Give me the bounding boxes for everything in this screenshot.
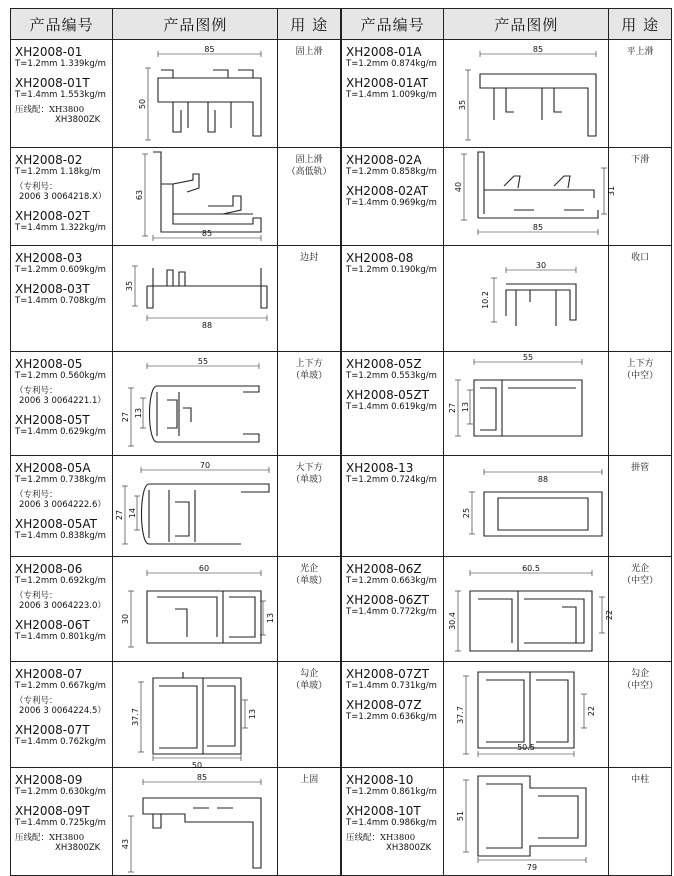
profile-drawing (444, 768, 609, 875)
product-spec: T=1.2mm 0.724kg/m (346, 475, 437, 485)
usage (609, 148, 671, 245)
usage-text: （中空） (622, 371, 659, 381)
profile-drawing (113, 40, 278, 147)
product-info (11, 662, 113, 767)
dimension-label: 60.5 (522, 564, 541, 573)
patent-number: 2006 3 0064223.0） (19, 601, 106, 611)
profile-figure (444, 40, 609, 147)
dimension-label: 55 (523, 353, 534, 362)
product-spec: T=1.4mm 0.762kg/m (15, 737, 106, 747)
product-spec: T=1.2mm 0.874kg/m (346, 59, 437, 69)
patent-number: 2006 3 0064222.6） (19, 500, 106, 510)
profile-figure (444, 148, 617, 245)
dimension-label: 50 (138, 98, 148, 110)
product-code: XH2008-03T (15, 282, 90, 296)
usage-text: 中柱 (631, 775, 650, 785)
table-row (11, 456, 340, 557)
dimension-label: 85 (202, 229, 213, 238)
usage (609, 662, 671, 767)
usage-text: （单玻） (291, 681, 328, 691)
product-code: XH2008-09 (15, 773, 83, 787)
product-spec: T=1.4mm 1.009kg/m (346, 90, 437, 100)
product-code: XH2008-07Z (346, 698, 422, 712)
product-code: XH2008-01AT (346, 76, 428, 90)
table-row (342, 148, 671, 246)
product-info (342, 456, 444, 556)
product-spec: T=1.2mm 0.692kg/m (15, 576, 106, 586)
usage-text: 上下方 (626, 359, 654, 369)
dimension-label: 31 (607, 185, 617, 197)
patent-number: 2006 3 0064221.1） (19, 396, 106, 406)
patent-number: 2006 3 0064224.5） (19, 706, 106, 716)
product-spec: T=1.2mm 0.630kg/m (15, 787, 106, 797)
product-spec: T=1.2mm 0.861kg/m (346, 787, 437, 797)
table-row (11, 246, 340, 352)
dimension-label: 43 (121, 838, 131, 850)
patent-label: （专利号： (15, 591, 58, 601)
dimension-label: 50.5 (517, 743, 536, 752)
bead-note: 压线配：XH3800 (15, 105, 85, 115)
product-spec: T=1.2mm 0.667kg/m (15, 681, 106, 691)
product-info (342, 148, 444, 245)
product-info (11, 768, 113, 875)
usage-text: 拼管 (631, 463, 650, 473)
profile-figure (113, 148, 278, 245)
bead-note-2: XH3800ZK (55, 115, 101, 125)
product-spec: T=1.4mm 0.731kg/m (346, 681, 437, 691)
profile-drawing (113, 148, 278, 245)
dimension-label: 13 (134, 407, 144, 419)
product-info (11, 246, 113, 351)
usage (278, 148, 340, 245)
dimension-label: 30.4 (448, 612, 458, 630)
usage (609, 40, 671, 147)
profile-drawing (444, 148, 617, 245)
bead-note-2: XH3800ZK (55, 843, 101, 853)
product-info (342, 662, 444, 767)
dimension-label: 27 (121, 411, 131, 423)
patent-label: （专利号： (15, 490, 58, 500)
usage (278, 456, 340, 556)
profile-figure (113, 246, 278, 351)
product-code: XH2008-03 (15, 251, 83, 265)
product-info (11, 148, 113, 245)
dimension-label: 88 (538, 475, 549, 484)
product-info (342, 246, 444, 351)
product-info (11, 352, 113, 455)
dimension-label: 25 (462, 507, 472, 519)
table-row (342, 456, 671, 557)
product-code: XH2008-02 (15, 153, 83, 167)
usage (609, 557, 671, 661)
product-spec: T=1.4mm 0.619kg/m (346, 402, 437, 412)
patent-label: （专利号： (15, 696, 58, 706)
dimension-label: 37.7 (456, 706, 466, 724)
product-code: XH2008-05AT (15, 517, 97, 531)
product-code: XH2008-01A (346, 45, 422, 59)
usage (278, 352, 340, 455)
product-info (342, 40, 444, 147)
dimension-label: 30 (536, 261, 547, 270)
usage-text: 上下方 (295, 359, 323, 369)
usage (609, 768, 671, 875)
dimension-label: 51 (456, 810, 466, 822)
usage (278, 662, 340, 767)
usage-text: 勾企 (631, 669, 650, 679)
header-figure: 产品图例 (113, 9, 278, 39)
product-code: XH2008-01T (15, 76, 90, 90)
dimension-label: 27 (115, 509, 125, 521)
dimension-label: 55 (198, 357, 209, 366)
profile-figure (444, 768, 609, 875)
product-code: XH2008-01 (15, 45, 83, 59)
table-row (342, 768, 671, 875)
product-spec: T=1.4mm 1.322kg/m (15, 223, 106, 233)
patent-label: （专利号： (15, 386, 58, 396)
usage-text: （单玻） (291, 576, 328, 586)
dimension-label: 22 (587, 705, 597, 717)
usage (609, 352, 671, 455)
dimension-label: 35 (125, 280, 135, 292)
product-spec: T=1.2mm 0.636kg/m (346, 712, 437, 722)
product-code: XH2008-13 (346, 461, 414, 475)
table-row (342, 662, 671, 768)
table-row (342, 40, 671, 148)
bead-note: 压线配：XH3800 (346, 833, 416, 843)
profile-figure (444, 352, 609, 455)
product-spec: T=1.2mm 0.858kg/m (346, 167, 437, 177)
profile-drawing (113, 246, 278, 351)
dimension-label: 85 (197, 773, 208, 782)
product-spec: T=1.2mm 1.18kg/m (15, 167, 101, 177)
profile-figure (444, 456, 609, 556)
usage-text: 大下方 (295, 463, 323, 473)
header-code: 产品编号 (11, 9, 113, 39)
dimension-label: 10.2 (481, 291, 491, 309)
dimension-label: 14 (128, 507, 138, 519)
product-code: XH2008-02A (346, 153, 422, 167)
dimension-label: 85 (533, 223, 544, 232)
product-spec: T=1.4mm 0.969kg/m (346, 198, 437, 208)
table-row (342, 557, 671, 662)
dimension-label: 30 (121, 613, 131, 625)
product-code: XH2008-02T (15, 209, 90, 223)
product-code: XH2008-09T (15, 804, 90, 818)
product-spec: T=1.4mm 0.772kg/m (346, 607, 437, 617)
bead-note: 压线配：XH3800 (15, 833, 85, 843)
profile-drawing (113, 456, 278, 556)
profile-figure (444, 662, 609, 767)
header-code: 产品编号 (342, 9, 444, 39)
dimension-label: 85 (533, 45, 544, 54)
table-row (11, 768, 340, 875)
usage-text: （中空） (622, 681, 659, 691)
usage-text: 勾企 (300, 669, 319, 679)
product-spec: T=1.4mm 0.801kg/m (15, 632, 106, 642)
header-use: 用 途 (621, 15, 660, 34)
profile-drawing (444, 557, 615, 661)
usage-text: 收口 (631, 253, 650, 263)
profile-figure (113, 456, 278, 556)
patent-label: （专利号： (15, 182, 58, 192)
product-info (342, 557, 444, 661)
usage-text: 光企 (300, 564, 319, 574)
profile-figure (113, 768, 278, 875)
product-spec: T=1.4mm 0.629kg/m (15, 427, 106, 437)
usage (609, 246, 671, 351)
product-spec: T=1.2mm 0.190kg/m (346, 265, 437, 275)
table-header (11, 9, 340, 40)
usage-text: （高低轨） (286, 167, 332, 177)
product-code: XH2008-10 (346, 773, 414, 787)
usage-text: 光企 (631, 564, 650, 574)
product-code: XH2008-06T (15, 618, 90, 632)
usage-text: 固上滑 (295, 47, 323, 57)
profile-drawing (444, 456, 609, 556)
dimension-label: 70 (200, 461, 211, 470)
product-code: XH2008-08 (346, 251, 414, 265)
dimension-label: 50 (192, 761, 203, 770)
dimension-label: 35 (458, 99, 468, 111)
product-info (11, 40, 113, 147)
catalog-panel-right (341, 8, 672, 876)
profile-drawing (444, 40, 609, 147)
dimension-label: 79 (527, 863, 538, 872)
table-row (11, 662, 340, 768)
profile-drawing (444, 662, 609, 767)
usage-text: 上固 (300, 775, 319, 785)
product-code: XH2008-06 (15, 562, 83, 576)
table-row (342, 246, 671, 352)
dimension-label: 27 (448, 402, 458, 414)
table-row (11, 557, 340, 662)
product-code: XH2008-02AT (346, 184, 428, 198)
patent-number: 2006 3 0064218.X） (19, 192, 107, 202)
product-code: XH2008-05T (15, 413, 90, 427)
product-info (342, 352, 444, 455)
usage-text: 边封 (300, 253, 319, 263)
product-spec: T=1.4mm 0.725kg/m (15, 818, 106, 828)
usage-text: 平上滑 (626, 47, 654, 57)
usage (278, 768, 340, 875)
product-code: XH2008-05A (15, 461, 91, 475)
usage (278, 557, 340, 661)
dimension-label: 13 (266, 612, 276, 624)
usage (278, 246, 340, 351)
profile-figure (113, 40, 278, 147)
product-spec: T=1.2mm 0.560kg/m (15, 371, 106, 381)
product-code: XH2008-06ZT (346, 593, 429, 607)
product-spec: T=1.4mm 0.838kg/m (15, 531, 106, 541)
product-spec: T=1.2mm 1.339kg/m (15, 59, 106, 69)
product-code: XH2008-07T (15, 723, 90, 737)
usage-text: （中空） (622, 576, 659, 586)
header-use: 用 途 (290, 15, 329, 34)
product-spec: T=1.2mm 0.609kg/m (15, 265, 106, 275)
dimension-label: 22 (605, 609, 615, 621)
product-spec: T=1.4mm 0.986kg/m (346, 818, 437, 828)
catalog-panel-left (10, 8, 341, 876)
product-spec: T=1.4mm 1.553kg/m (15, 90, 106, 100)
dimension-label: 85 (204, 45, 215, 54)
product-code: XH2008-05 (15, 357, 83, 371)
table-row (11, 148, 340, 246)
table-header (342, 9, 671, 40)
profile-figure (444, 246, 609, 351)
product-code: XH2008-07 (15, 667, 83, 681)
profile-figure (113, 557, 278, 661)
product-spec: T=1.2mm 0.553kg/m (346, 371, 437, 381)
bead-note-2: XH3800ZK (386, 843, 432, 853)
product-spec: T=1.2mm 0.738kg/m (15, 475, 106, 485)
profile-figure (113, 662, 278, 770)
profile-drawing (113, 352, 278, 455)
dimension-label: 60 (199, 564, 210, 573)
dimension-label: 13 (248, 708, 258, 720)
product-info (11, 557, 113, 661)
header-figure: 产品图例 (444, 9, 609, 39)
table-row (342, 352, 671, 456)
product-code: XH2008-06Z (346, 562, 422, 576)
dimension-label: 88 (202, 321, 213, 330)
dimension-label: 37.7 (131, 708, 141, 726)
product-info (342, 768, 444, 875)
profile-figure (444, 557, 615, 661)
profile-drawing (113, 557, 278, 661)
profile-figure (113, 352, 278, 455)
profile-drawing (444, 352, 609, 455)
product-spec: T=1.4mm 0.708kg/m (15, 296, 106, 306)
table-row (11, 352, 340, 456)
product-info (11, 456, 113, 556)
product-code: XH2008-05ZT (346, 388, 429, 402)
usage (609, 456, 671, 556)
product-spec: T=1.2mm 0.663kg/m (346, 576, 437, 586)
profile-drawing (113, 662, 278, 770)
product-code: XH2008-05Z (346, 357, 422, 371)
dimension-label: 13 (461, 401, 471, 413)
dimension-label: 40 (454, 181, 464, 193)
dimension-label: 63 (135, 189, 145, 201)
usage-text: 下滑 (631, 155, 650, 165)
product-code: XH2008-10T (346, 804, 421, 818)
usage (278, 40, 340, 147)
profile-drawing (444, 246, 609, 351)
usage-text: （单玻） (291, 371, 328, 381)
product-code: XH2008-07ZT (346, 667, 429, 681)
usage-text: （单玻） (291, 475, 328, 485)
table-row (11, 40, 340, 148)
profile-drawing (113, 768, 278, 875)
usage-text: 固上滑 (295, 155, 323, 165)
